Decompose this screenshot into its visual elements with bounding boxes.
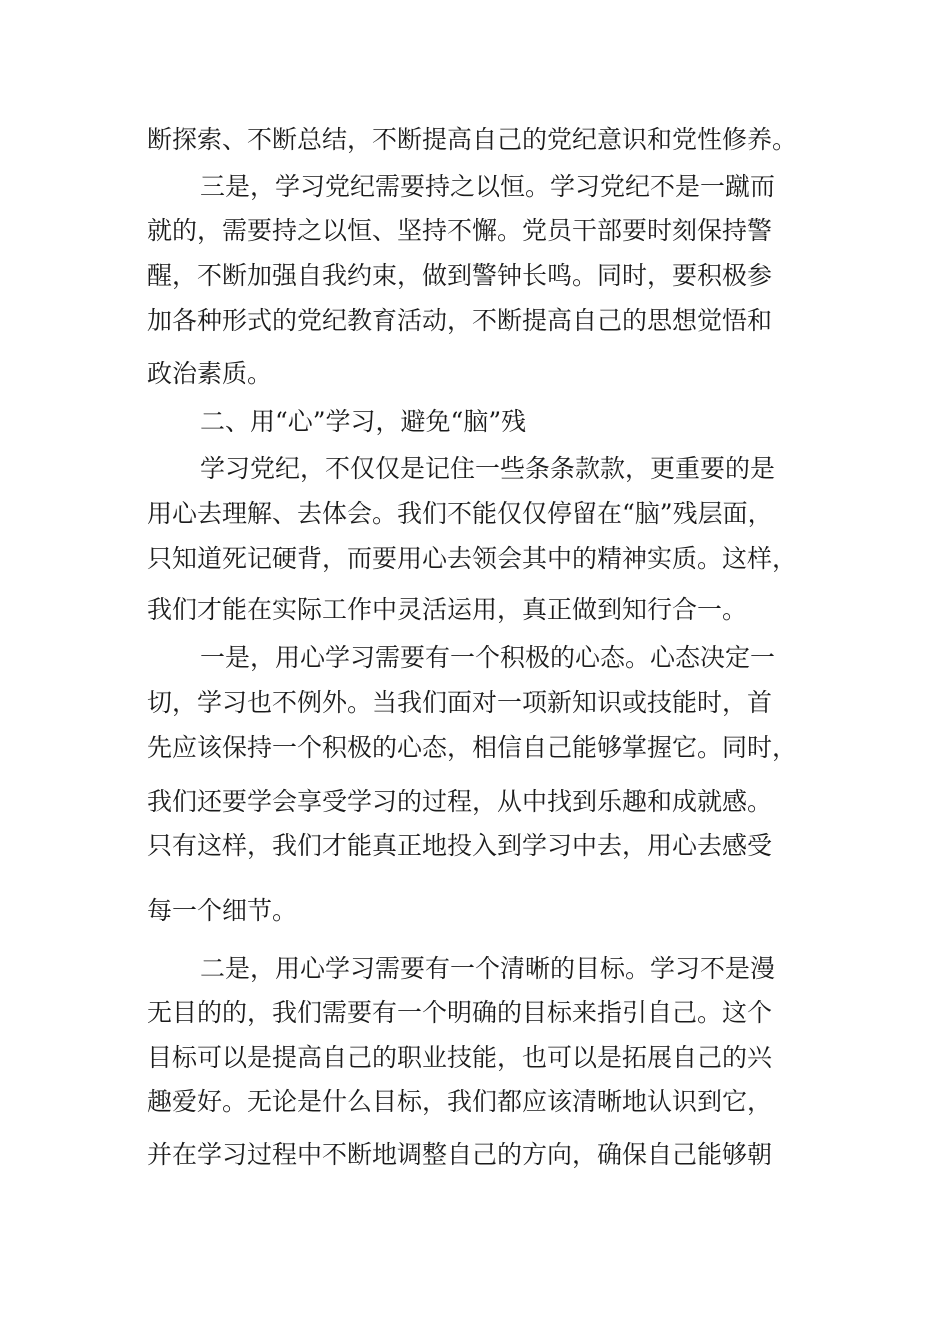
text-line: 就的，需要持之以恒、坚持不懈。党员干部要时刻保持警 xyxy=(147,216,773,245)
text-line: 二是，用心学习需要有一个清晰的目标。学习不是漫 xyxy=(200,954,776,983)
text-line: 政治素质。 xyxy=(147,359,273,388)
text-line: 我们还要学会享受学习的过程，从中找到乐趣和成就感。 xyxy=(147,787,773,816)
text-line: 趣爱好。无论是什么目标，我们都应该清晰地认识到它， xyxy=(147,1087,773,1116)
text-line: 三是，学习党纪需要持之以恒。学习党纪不是一蹴而 xyxy=(200,172,776,201)
text-line: 只知道死记硬背，而要用心去领会其中的精神实质。这样， xyxy=(147,544,798,573)
text-line: 学习党纪，不仅仅是记住一些条条款款，更重要的是 xyxy=(200,454,776,483)
section-heading: 二、用“心”学习，避免“脑”残 xyxy=(200,407,527,436)
text-line: 加各种形式的党纪教育活动，不断提高自己的思想觉悟和 xyxy=(147,306,773,335)
text-line: 每一个细节。 xyxy=(147,896,298,925)
text-line: 断探索、不断总结，不断提高自己的党纪意识和党性修养。 xyxy=(147,125,798,154)
text-line: 用心去理解、去体会。我们不能仅仅停留在“脑”残层面， xyxy=(147,499,773,528)
text-line: 目标可以是提高自己的职业技能，也可以是拓展自己的兴 xyxy=(147,1043,773,1072)
text-line: 醒，不断加强自我约束，做到警钟长鸣。同时，要积极参 xyxy=(147,261,773,290)
text-line: 切，学习也不例外。当我们面对一项新知识或技能时，首 xyxy=(147,688,773,717)
text-line: 我们才能在实际工作中灵活运用，真正做到知行合一。 xyxy=(147,595,748,624)
text-line: 先应该保持一个积极的心态，相信自己能够掌握它。同时， xyxy=(147,733,798,762)
text-line: 一是，用心学习需要有一个积极的心态。心态决定一 xyxy=(200,643,776,672)
text-line: 并在学习过程中不断地调整自己的方向，确保自己能够朝 xyxy=(147,1140,773,1169)
text-line: 无目的的，我们需要有一个明确的目标来指引自己。这个 xyxy=(147,998,773,1027)
text-line: 只有这样，我们才能真正地投入到学习中去，用心去感受 xyxy=(147,831,773,860)
